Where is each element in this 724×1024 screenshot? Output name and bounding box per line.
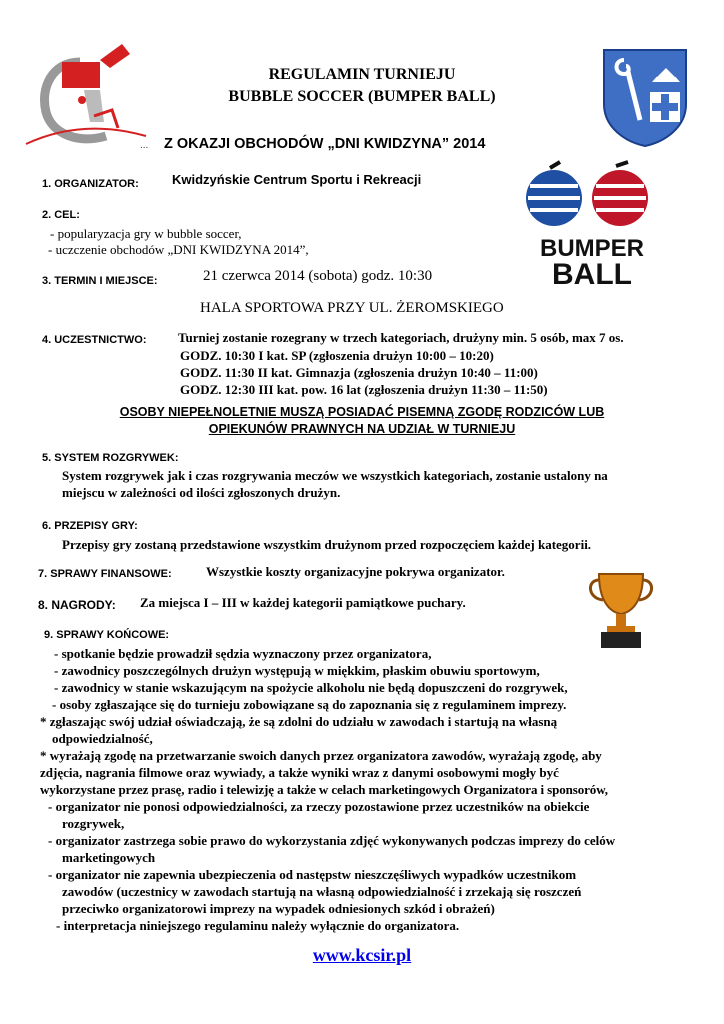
s9-line: zdjęcia, nagrania filmowe oraz wywiady, a także wyniki wraz z danymi osobowymi mogły być: [40, 765, 559, 780]
s9-line: zawodów (uczestnicy w zawodach startują na własną odpowiedzialność i zrzekają się roszczeń: [62, 884, 582, 899]
s4-row-1: GODZ. 10:30 I kat. SP (zgłoszenia drużyn 10:00 – 10:20): [180, 348, 494, 363]
website-link[interactable]: www.kcsir.pl: [312, 945, 412, 965]
s9-line: wykorzystane przez prasę, radio i telewizję a także w celach marketingowych Organizatora i sponsorów,: [40, 782, 608, 797]
s7-label: 7. SPRAWY FINANSOWE:: [38, 568, 172, 580]
s8-value: Za miejsca I – III w każdej kategorii pamiątkowe puchary.: [140, 595, 466, 610]
s9-label: 9. SPRAWY KOŃCOWE:: [44, 629, 170, 641]
title-line-2: BUBBLE SOCCER (BUMPER BALL): [228, 88, 496, 105]
s9-line: marketingowych: [62, 850, 156, 865]
s3-value: 21 czerwca 2014 (sobota) godz. 10:30: [203, 268, 433, 284]
s3-label: 3. TERMIN I MIEJSCE:: [42, 275, 158, 287]
s4-text: Turniej zostanie rozegrany w trzech kategoriach, drużyny min. 5 osób, max 7 os.: [178, 330, 624, 345]
s2-label: 2. CEL:: [42, 209, 80, 221]
s9-line: - organizator zastrzega sobie prawo do wykorzystania zdjęć wykonywanych podczas imprezy do celów: [48, 833, 616, 848]
ball-word: BALL: [552, 258, 632, 290]
s1-label: 1. ORGANIZATOR:: [42, 178, 139, 190]
s7-value: Wszystkie koszty organizacyjne pokrywa organizator.: [206, 564, 505, 579]
s9-line: - spotkanie będzie prowadził sędzia wyznaczony przez organizatora,: [54, 646, 432, 661]
s9-line: rozgrywek,: [62, 816, 125, 831]
s9-line: - zawodnicy poszczególnych drużyn występują w miękkim, płaskim obuwiu sportowym,: [54, 663, 540, 678]
s9-line: * wyrażają zgodę na przetwarzanie swoich danych przez organizatora zawodów, wyrażają zgodę, aby: [40, 748, 602, 763]
s9-line: * zgłaszając swój udział oświadczają, że są zdolni do udziału w zawodach i startują na własną: [40, 714, 558, 729]
notice-line-1: OSOBY NIEPEŁNOLETNIE MUSZĄ POSIADAĆ PISEMNĄ ZGODĘ RODZICÓW LUB: [119, 405, 605, 419]
s4-row-2: GODZ. 11:30 II kat. Gimnazja (zgłoszenia drużyn 10:40 – 11:00): [180, 365, 538, 380]
bumper-word: BUMPER: [539, 235, 645, 262]
s1-value: Kwidzyńskie Centrum Sportu i Rekreacji: [172, 172, 422, 187]
s3-place: HALA SPORTOWA PRZY UL. ŻEROMSKIEGO: [200, 300, 504, 316]
bumper-ball-logo: [520, 160, 664, 290]
s9-line: - organizator nie ponosi odpowiedzialności, za rzeczy pozostawione przez uczestników na obiekcie: [48, 799, 590, 814]
notice-line-2: OPIEKUNÓW PRAWNYCH NA UDZIAŁ W TURNIEJU: [208, 422, 516, 436]
s8-label: 8. NAGRODY:: [38, 598, 116, 612]
s9-line: odpowiedzialność,: [52, 731, 153, 746]
s2-line-1: - popularyzacja gry w bubble soccer,: [50, 226, 242, 241]
s9-line: - organizator nie zapewnia ubezpieczenia od następstw nieszczęśliwych wypadków uczestnikom: [48, 867, 577, 882]
s9-line: przeciwko organizatorowi imprezy na wypadek odniesionych szkód i obrażeń): [62, 901, 495, 916]
event-subtitle: Z OKAZJI OBCHODÓW „DNI KWIDZYNA” 2014: [164, 136, 486, 152]
trophy-icon: [585, 570, 657, 650]
s5-label: 5. SYSTEM ROZGRYWEK:: [42, 452, 179, 464]
s9-line: - zawodnicy w stanie wskazującym na spożycie alkoholu nie będą dopuszczeni do rozgrywek,: [54, 680, 568, 695]
s9-line: - interpretacja niniejszego regulaminu należy wyłącznie do organizatora.: [56, 918, 460, 933]
logo-dots: ...: [140, 140, 149, 151]
s5-line-2: miejscu w zależności od ilości zgłoszonych drużyn.: [62, 485, 341, 500]
s6-label: 6. PRZEPISY GRY:: [42, 520, 138, 532]
s2-line-2: - uczczenie obchodów „DNI KWIDZYNA 2014”,: [48, 242, 309, 257]
s4-row-3: GODZ. 12:30 III kat. pow. 16 lat (zgłoszenia drużyn 11:30 – 11:50): [180, 382, 548, 397]
s9-line: - osoby zgłaszające się do turnieju zobowiązane są do zapoznania się z regulaminem imprezy.: [52, 697, 567, 712]
title-line-1: REGULAMIN TURNIEJU: [268, 66, 456, 83]
s4-label: 4. UCZESTNICTWO:: [42, 334, 147, 346]
s6-line-1: Przepisy gry zostaną przedstawione wszystkim drużynom przed rozpoczęciem każdej kategorii.: [62, 537, 592, 552]
s5-line-1: System rozgrywek jak i czas rozgrywania meczów we wszystkich kategoriach, zostanie ustalony na: [62, 468, 608, 483]
